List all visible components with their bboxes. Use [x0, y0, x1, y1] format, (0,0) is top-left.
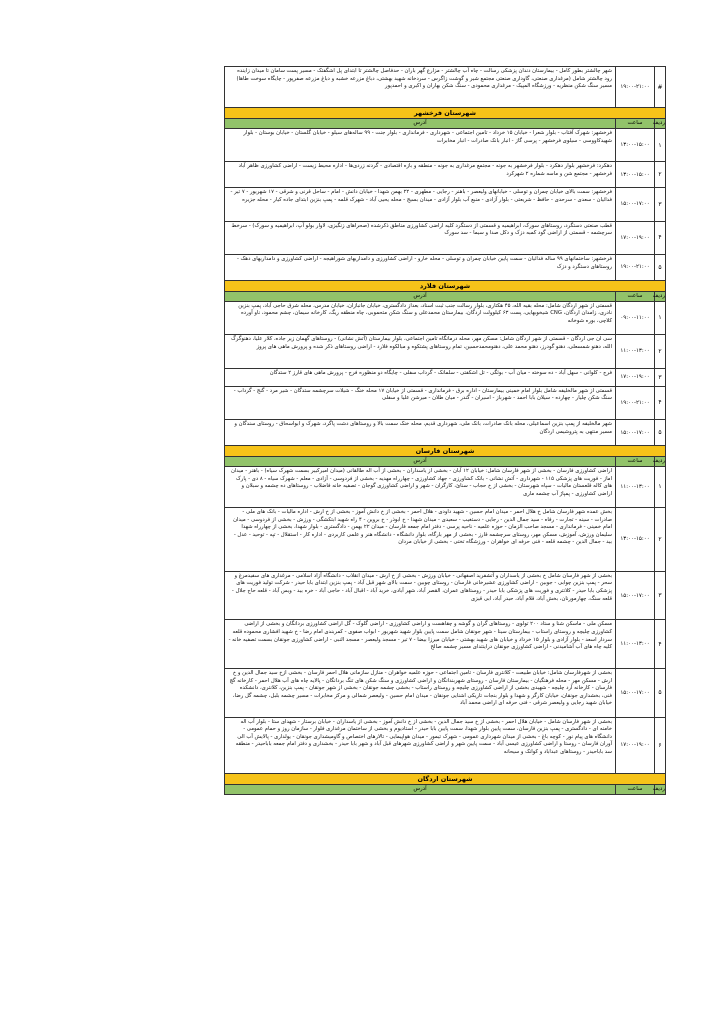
row-time: ۱۳:۰۰-۱۵:۰۰	[615, 129, 654, 161]
table-row	[225, 67, 665, 108]
header-index: ردیف	[652, 120, 665, 126]
row-address: شهر چالشتر بطور کامل - بیمارستان دندان پزشکی رسالت - چاه آب چالشتر - مزارع گهر باران - حدفاصل چالشتر تا ابتدای پل اشگفتک - مسیر پست سامان تا میدان زاینده رود چالشتر شامل (مرغداری صنعتی، گاوداری صنعتی مجتمع شیر و گوشت زاگرس - سردخانه شهید بهشتی، دباغ مزرعه خشبه و دباغ مزرعه صفرپور - چایگاه سوخت طاها) مسیر سنگ شکن منظریه - ورزشگاه المپیک - مرغداری محمودی - سنگ شکن بهاران و اکبری و احمدپور	[236, 68, 612, 90]
row-time: ۱۵:۰۰-۱۷:۰۰	[615, 572, 654, 620]
row-address: فرخشهر: سمت بالای خیابان چمران و توسلی - خیابانهای ولیعصر - باهنر - رجایی - مطهری - ۲۲ بهمن شهدا - خیابان دانش - امام - ساحل قرنی و شرقی - ۱۷ شهریور - ۷ تیر - فدائیان - سعدی - سرحدی - حافظ - شریعتی - بلوار آزادی - منبع آب بلوار آزادی - میدان بسیج - محله یحیی آباد - شهرک قلمه - پمپ بنزین ابتدای جاده کیار - محله جزیره	[230, 189, 612, 203]
column-header-row	[225, 119, 665, 129]
header-address: آدرس	[413, 457, 427, 464]
row-address: قطب صنعتی دستگرد، روستاهای سورک، ابراهیمیه و قسمتی از دستگرد کلیه اراضی کشاورزی مناطق ذکرشده (صحراهای زنگیزی، لاوار بولو آپ، ابراهیمیه و سورک) - سرخط سرچشمه - قسمتی از اراضی گود کمبه دزک و دکل صدا و سیما - سد سورک	[231, 222, 612, 237]
table-row	[225, 420, 665, 446]
row-time: ۱۱:۰۰-۱۳:۰۰	[615, 467, 654, 507]
header-index: ردیف	[652, 292, 665, 299]
row-index: ۴	[654, 620, 665, 668]
row-address: بخشی از شهر فارسان شامل - خیابان هلال احمر - بخشی از خ سید جمال الدین - بخشی از خ دانش آموز - بخشی از یاسداران - خیابان برستار - شهدای ستا - بلوار آب اله خامنه ای - دادگستری - پمپ بنزین فارسان، سمت پایین بلوار شهدا، سمت پایین بابا حیدر - استادیوم و بخشی از ساختمان مرغداری فلوار - سازمان روز و حمام عمومی - دانشگاه های پیام نور - کوچه باغ - بخشی از میدان شهرداری عمومی - شهرک تیمور - میدان هواپیمایی - تالارهای اختصاص و گاومیشداری جونقان - یولداری - پالایش آب الی آوران فارسان - روستا و اراضی کشاورزی عیسی آباد - سمت پایین شهر و اراضی کشاورزی شهرهای قبل آباد و شهر بابا حیدر - بخشداری و دفتر امام جمعه باباحیدر - منطقه سد باباحیدر - روستاهای عبداباد و کوانک و سیحانه	[235, 718, 612, 755]
row-time: ۱۵:۰۰-۱۷:۰۰	[615, 669, 654, 717]
row-index: ۵	[654, 255, 665, 280]
table-row	[225, 620, 665, 669]
row-index: ۴	[654, 222, 665, 254]
row-index: ۳	[654, 188, 665, 220]
row-address: بخشی از شهرفارسان شامل: خیابان طبیعت - کلانتری فارسان - تامین اجتماعی - حوزه علمیه خواهران - منازل سازمانی هلال احمر فارسان - بخشی ازخ سید جمال الدین و خ ارش - مسکن مهر - محله فرهنگیان - بیمارستان فارسان - روستای شهربندانگان و اراضی کشاورزی و سنگ شکن های تنگ بردانگان - پالایه چاه های آب هلال احمر - کارخانه گچ فارسان - کارخانه آرد چلیچه - شهیدی بخشی از اراضی کشاورزی چلیچه و روستای راستاب - بخشی چشمه جونقان - بخشی از شهر جونقان - پمپ بنزین، کلانتری، دانشکده فنی، بخشداری جونقان، خیابان کارگر و شهدا و بلوار بنجات تاریکی اشنایی جونقان - میدان امام حسین - ولیعصر شمالی و مرکز مخابرات - مسیر چشمه بلبل، چشمه گل رضا، خیابان شهید رجایی و ولیعصر شرقی - فنی حرفه ای اراضی محمد آباد	[229, 669, 612, 707]
row-time: ۱۷:۰۰-۱۹:۰۰	[615, 222, 654, 254]
row-index: ۲	[654, 508, 665, 571]
table-row	[225, 188, 665, 221]
row-index: ۴	[654, 387, 665, 419]
table-row	[225, 335, 665, 368]
city-heading: شهرستان فرخشهر	[225, 108, 665, 119]
row-address: اراضی کشاورزی فارسان - بخشی از شهر فارسان شامل: خیابان ۱۲ آبان - بخشی از یاسداران - بخشی از آب اله طالقانی (میدان امیرکبیر بسمت شهرک سیاه) - باهنر - میدان اماز - فوریت های پزشکی ۱۱۵ - شهرداری - آتش نشانی - بانک کشاورزی - جهاد کشاورزی - چهارراه مهدیه - بخشی از فردوسی - آزادی - معلم - شهرک سیاه - ۸ دی - پارک های کاله قلعستان مالیات - سپاه شهرستان - بخشی از خ حجاب - سنائ، کارگران - شهر و اراضی کشاورزی گوجان - تصفیه خانه فاضلاب - روستاهای ده چشمه و سبلان و اراضی کشاورزی - پمپاژ آب چشمه ماری	[230, 467, 612, 497]
row-address: شهر مالخلیفه از پمپ بنزین اسماعیلی، محله بانک صادرات، بانک ملی، شهرداری قدیم، محله خنک سمت بالا و روستاهای دشت پاگرد، شهرک و ابواسحاق - روستای سندگان و مسیر منتهی به پتروشیمی اردگان	[234, 421, 612, 435]
row-time: ۱۹:۰۰-۲۱:۰۰	[615, 387, 654, 419]
row-index: ۱	[654, 467, 665, 507]
row-index: ۱	[654, 129, 665, 161]
city-heading: شهرستان فلارد	[225, 281, 665, 292]
table-row	[225, 387, 665, 420]
row-address: فرج - کلوانی - سهل آباد - ده سوخته - میان آب - بوئگی - تل اشکفتی - سلمانک - گرداب سفلی - چایگاه دو منظوره فرج - پرورش ماهی های قارز ۲ ستدگان	[269, 369, 612, 376]
row-time: ۱۹:۰۰-۲۱:۰۰	[615, 255, 654, 280]
table-row	[225, 508, 665, 572]
row-time: ۱۹:۰۰-۲۱:۰۰	[615, 67, 654, 107]
row-address: مسکن ملی - ماسکن شنا و ستاد ۲۰۰ تولوی - روستاهای گران و گوشه و چقاهست و اراضی کشاورزی - اراضی گلوک - گل اراضی کشاورزی بردانگان و بخشی از اراضی کشاورزی چلیچه و روستای راستاب - بیمارستان سینا - شهر جونقان شامل سمت پایین بلوار شهید شهریور - ابواب صفوی - کمربندی امام رضا - خ شهید افشاری محموده قلعه سردار اسعد - بلوار آزادی و بلوار ۱۵ خرداد و خیابان های شهید بهشتی - خیابان میرزا بیضا - ۷ تیر - مسجد ولیعصر - مسجد النبی - اراضی کشاورزی جونقان بسمت تصفیه خانه - کلیه چاه های آب آشامیدنی - اراضی کشاورزی جونقان دراینتدای مسیر چشمه صالح	[228, 621, 612, 651]
row-index: ۱	[654, 302, 665, 334]
row-address: فرخشهر: ساختمانهای ۹۹ ساله فدائیان - سمت پایین خیابان چمران و توسلی - محله خارو - اراضی کشاورزی و دامداریهای شوراهیجه - اراضی کشاورزی و دامداریهای دهک - روستاهای دستگرد و دزک	[236, 255, 612, 270]
city-heading: شهرستان اردگان	[225, 774, 665, 785]
header-time: ساعت	[615, 785, 654, 794]
row-address: فرخشهر: شهرک آفتاب - بلوار شعرا - خیابان ۱۵ خرداد - تامین اجتماعی - شهرداری - فرمانداری - بلوار جنت - ۹۹ ساله‌های سیلو - خیابان گلستان - خیابان بوستان - بلوار شهیدکاووسی - سیلوی فرخشهر - پرسی گاز - انبار بانک صادرات - انبار مخابرات	[243, 130, 612, 144]
row-index: ۳	[654, 369, 665, 386]
column-header-row	[225, 457, 665, 467]
row-index: ۲	[654, 162, 665, 187]
city-heading: شهرستان فارسان	[225, 446, 665, 457]
table-row	[225, 255, 665, 281]
row-index: ۶	[654, 718, 665, 773]
header-address: آدرس	[413, 120, 427, 126]
row-time: ۱۵:۰۰-۱۷:۰۰	[615, 420, 654, 445]
header-time: ساعت	[615, 292, 654, 301]
header-time: ساعت	[615, 119, 654, 128]
row-index: ۵	[654, 420, 665, 445]
row-address: بخشی از شهر فارسان شامل خ بخشی از یاسداران و آتشفرید اصفهانی - خیابان ورزش - بخشی از خ ارش - میدان انقلاب - دانشگاه آزاد اسلامی - مرغداری های سفیدمرغ و سحر - پمپ بنزین چوابی - جوبین - اراضی کشاورزی عشیرخانی فارسان - روستای چوبین - سمت بالای شهر قبل آباد - پمپ بنزین ابتدای بابا حیدر - شرکت تولید فوریت های پزشکی بابا حیدر - کلانتری و فوریت های پزشکی بابا حیدر - روستاهای عمران، القصر آباد، شهر آبادی، خرید آباد - اقبال آباد - حاجی آباد - خره بید - ویس آباد - قلعه حاج جلال - قلعه سنگ، چهارمورنان، بخش آباد، قلام آباد، حیدر آباد، ابی قیزی	[231, 572, 612, 602]
column-header-row	[225, 292, 665, 302]
header-index: ردیف	[652, 457, 665, 464]
row-time: ۱۱:۰۰-۱۳:۰۰	[615, 620, 654, 668]
table-row	[225, 162, 665, 188]
header-address: آدرس	[413, 292, 427, 299]
table-row	[225, 718, 665, 774]
row-time: ۱۷:۰۰-۱۹:۰۰	[615, 369, 654, 386]
row-time: ۱۱:۰۰-۱۳:۰۰	[615, 335, 654, 367]
table-row	[225, 369, 665, 387]
row-time: ۱۳:۰۰-۱۵:۰۰	[615, 162, 654, 187]
table-row	[225, 302, 665, 335]
table-row	[225, 669, 665, 718]
table-row	[225, 222, 665, 255]
outage-schedule-table	[224, 66, 666, 795]
header-time: ساعت	[615, 457, 654, 466]
row-index: #	[654, 67, 665, 107]
row-index: ۵	[654, 669, 665, 717]
header-index: ردیف	[652, 785, 665, 792]
row-time: ۱۵:۰۰-۱۷:۰۰	[615, 188, 654, 220]
row-time: ۰۹:۰۰-۱۱:۰۰	[615, 302, 654, 334]
table-row	[225, 572, 665, 621]
row-address: بخش عمده شهر فارسان شامل خ هلال احمر - میدان امام حسین - شهید داودی - هلال احمر - بخشی از خ دانش آموز - بخشی از خ ارش - اداره مالیات - بانک های ملی - صادرات - سینه - تجارت - رفاه - سید جمال الدین - رجایی - دستغیب - سعیدی - میدان شهدا - خ ابوذر - خ بروین - ۴ راه شهید ابتکشگی - ورزش - بخشی از فردوسی - میدان امام خمینی - فرمانداری - مسجد صاحب الزمان - حوزه علمیه - ناحیه پرسی - دفتر امام جمعه فارسان - میدان ۲۲ بهمن - دادگستری - بلوار شهدا، بخشی از چهارراه شهدا سلیمان ورزش، آموزش، مسکن مهر، روستای سرچشمه قارز - بخشی از مهر بارگاه، بلوار دانشگاه - دانشگاه هنر و علمی کاربردی - اداره کار - استقلال - تپه - توحید - عدل - بید - جمال الدین - چشمه قلعه - فنی حرفه ای خواهران - ورزشگاه تختی - بخشی از خیابان مردان	[233, 508, 612, 546]
row-time: ۱۷:۰۰-۱۹:۰۰	[615, 718, 654, 773]
row-address: دهکرد: فرخشهر بلوار دهکرد - بلوار فرخشهر به جونه - مجتمع مرغداری به جونه - منطقه و بازه اقتصادی - گردنه زردی‌ها - اداره محیط زیست - اراضی کشاورزی ظاهر آباد فرخشهر - مجتمع شن و ماسه شماره ۲ شهرکرد	[238, 163, 612, 177]
row-index: ۳	[654, 572, 665, 620]
table-row	[225, 129, 665, 162]
table-row	[225, 467, 665, 508]
header-address: آدرس	[413, 785, 427, 792]
row-address: قسمتی از شهر اردگان شامل: محله بقیه الله، ۴۵ هکتاری، بلوار رسالت جنب ثبت اسناد، بعداز دادگستری، خیابان جانبازان، خیابان مدرس، محله شرق حاجی آباد، پمپ بنزین نادری، زامدان اردگان، CNG شیخوبهایی، پست ۶۳ کیلوولت اردگان، بیمارستان محمدعلی و سنگ شکن متحموبی، چاه منطقه ریگ، کارخانه سیمان، چشم محمود، ناو آورده کلاچی، بوره شوخانه	[238, 302, 612, 324]
row-time: ۱۳:۰۰-۱۵:۰۰	[615, 508, 654, 571]
row-index: ۲	[654, 335, 665, 367]
row-address: قسمتی از شهر مالخلیفه شامل بلوار امام خمینی بیمارستان - اداره برق - فرمانداری - قسمتی از خیابان ۱۷ محله خنگ - شیلات سرچشمه ستدگان - شیر مرد - گنج - گرداب - سنگ شکن چلیار - چهارده - سیلان بابا احمد - شهرباز - اسیران - گندر - میان طلان - میرشن علیا و سفلی	[233, 387, 612, 402]
row-address: سی ان جی اردگان - قسمتی از شهر اردگان شامل: مسکن مهر، محله درمانگاه تامین اجتماعی، بلوار بیمارستان (آتش نشانی) - روستاهای گهمان زیر جاده، کلار علیا، دهنوگرگ الله، دهنو شمسعلی، دهنو گودرز، دهنو محمد علی، دهنومحمدحسین، تمام روستاهای پشتکوه و مبالکوه فلارد - اراضی روستاهای ذکر شده و پرورش ماهی های پروز	[231, 336, 612, 350]
column-header-row	[225, 785, 665, 795]
